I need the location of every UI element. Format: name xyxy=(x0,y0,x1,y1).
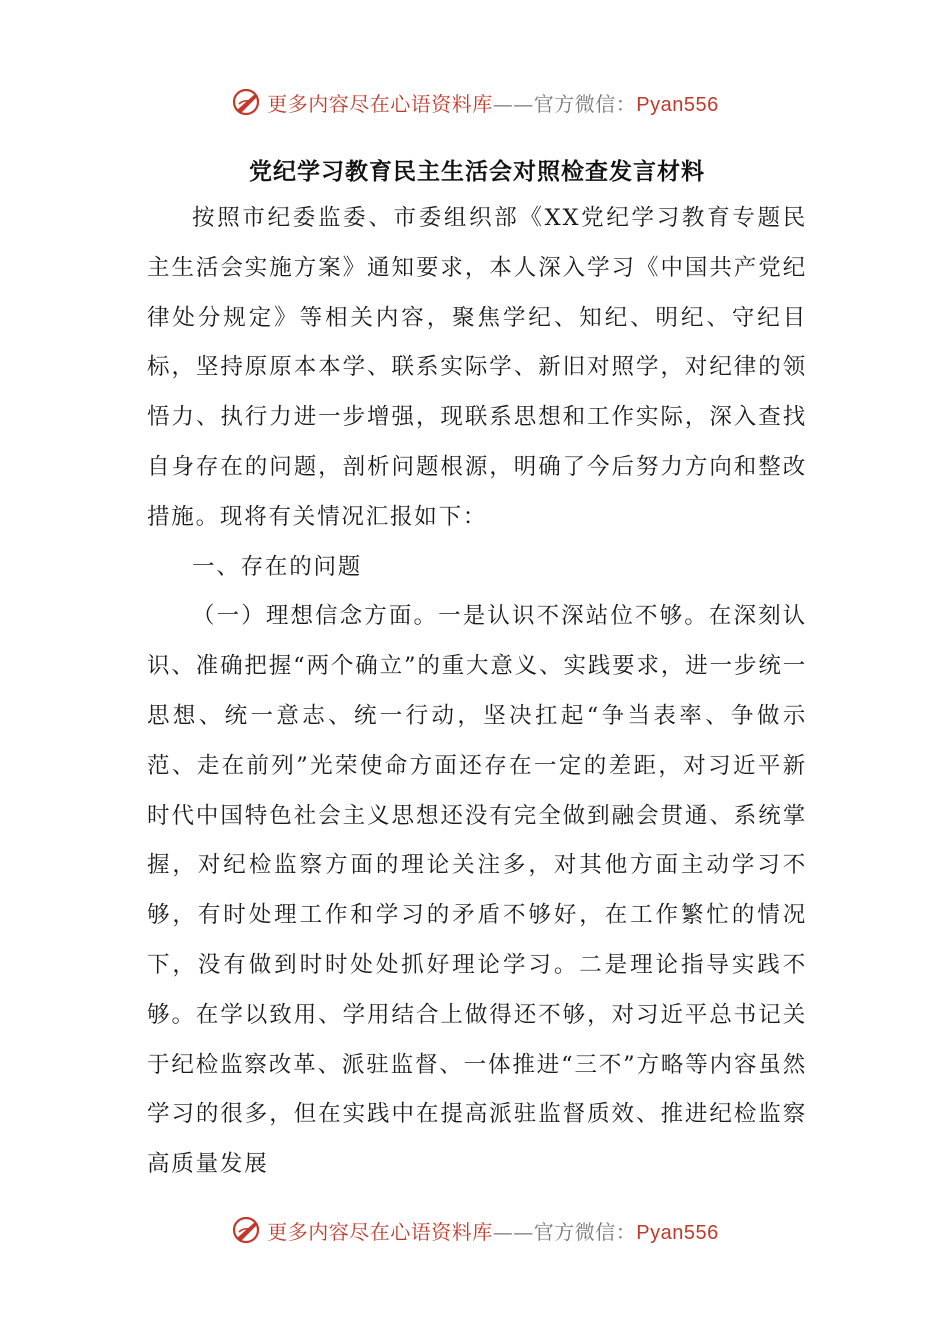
pen-logo-icon xyxy=(231,1214,263,1246)
watermark-banner-top xyxy=(0,82,950,122)
section-heading-problems: 一、存在的问题 xyxy=(192,553,363,580)
problems-paragraph-1: （一）理想信念方面。一是认识不深站位不够。在深刻认识、准确把握“两个确立”的重大意义、实践要求，进一步统一思想、统一意志、统一行动，坚决扛起“争当表率、争做示范、走在前列”光荣使命方面还存在一定的差距，对习近平新时代中国特色社会主义思想还没有完全做到融会贯通、系统掌握，对纪检监察方面的理论关注多，对其他方面主动学习不够，有时处理工作和学习的矛盾不够好，在工作繁忙的情况下，没有做到时时处处抓好理论学习。二是理论指导实践不够。在学以致用、学用结合上做得还不够，对习近平总书记关于纪检监察改革、派驻监督、一体推进“三不”方略等内容虽然学习的很多，但在实践中在提高派驻监督质效、推进纪检监察高质量发展 xyxy=(147,603,807,1178)
pen-logo-icon xyxy=(231,86,263,118)
watermark-banner-bottom xyxy=(0,1210,950,1250)
intro-paragraph: 按照市纪委监委、市委组织部《XX党纪学习教育专题民主生活会实施方案》通知要求，本人深入学习《中国共产党纪律处分规定》等相关内容，聚焦学纪、知纪、明纪、守纪目标，坚持原原本本学、联系实际学、新旧对照学，对纪律的领悟力、执行力进一步增强，现联系思想和工作实际，深入查找自身存在的问题，剖析问题根源，明确了今后努力方向和整改措施。现将有关情况汇报如下： xyxy=(147,205,807,530)
watermark-text: 更多内容尽在心语资料库——官方微信：Pyan556 xyxy=(267,1219,719,1244)
document-body xyxy=(147,150,807,1190)
watermark-text: 更多内容尽在心语资料库——官方微信：Pyan556 xyxy=(267,91,719,116)
wechat-id: Pyan556 xyxy=(636,1221,719,1244)
wechat-id: Pyan556 xyxy=(636,93,719,116)
document-title: 党纪学习教育民主生活会对照检查发言材料 xyxy=(249,158,705,185)
